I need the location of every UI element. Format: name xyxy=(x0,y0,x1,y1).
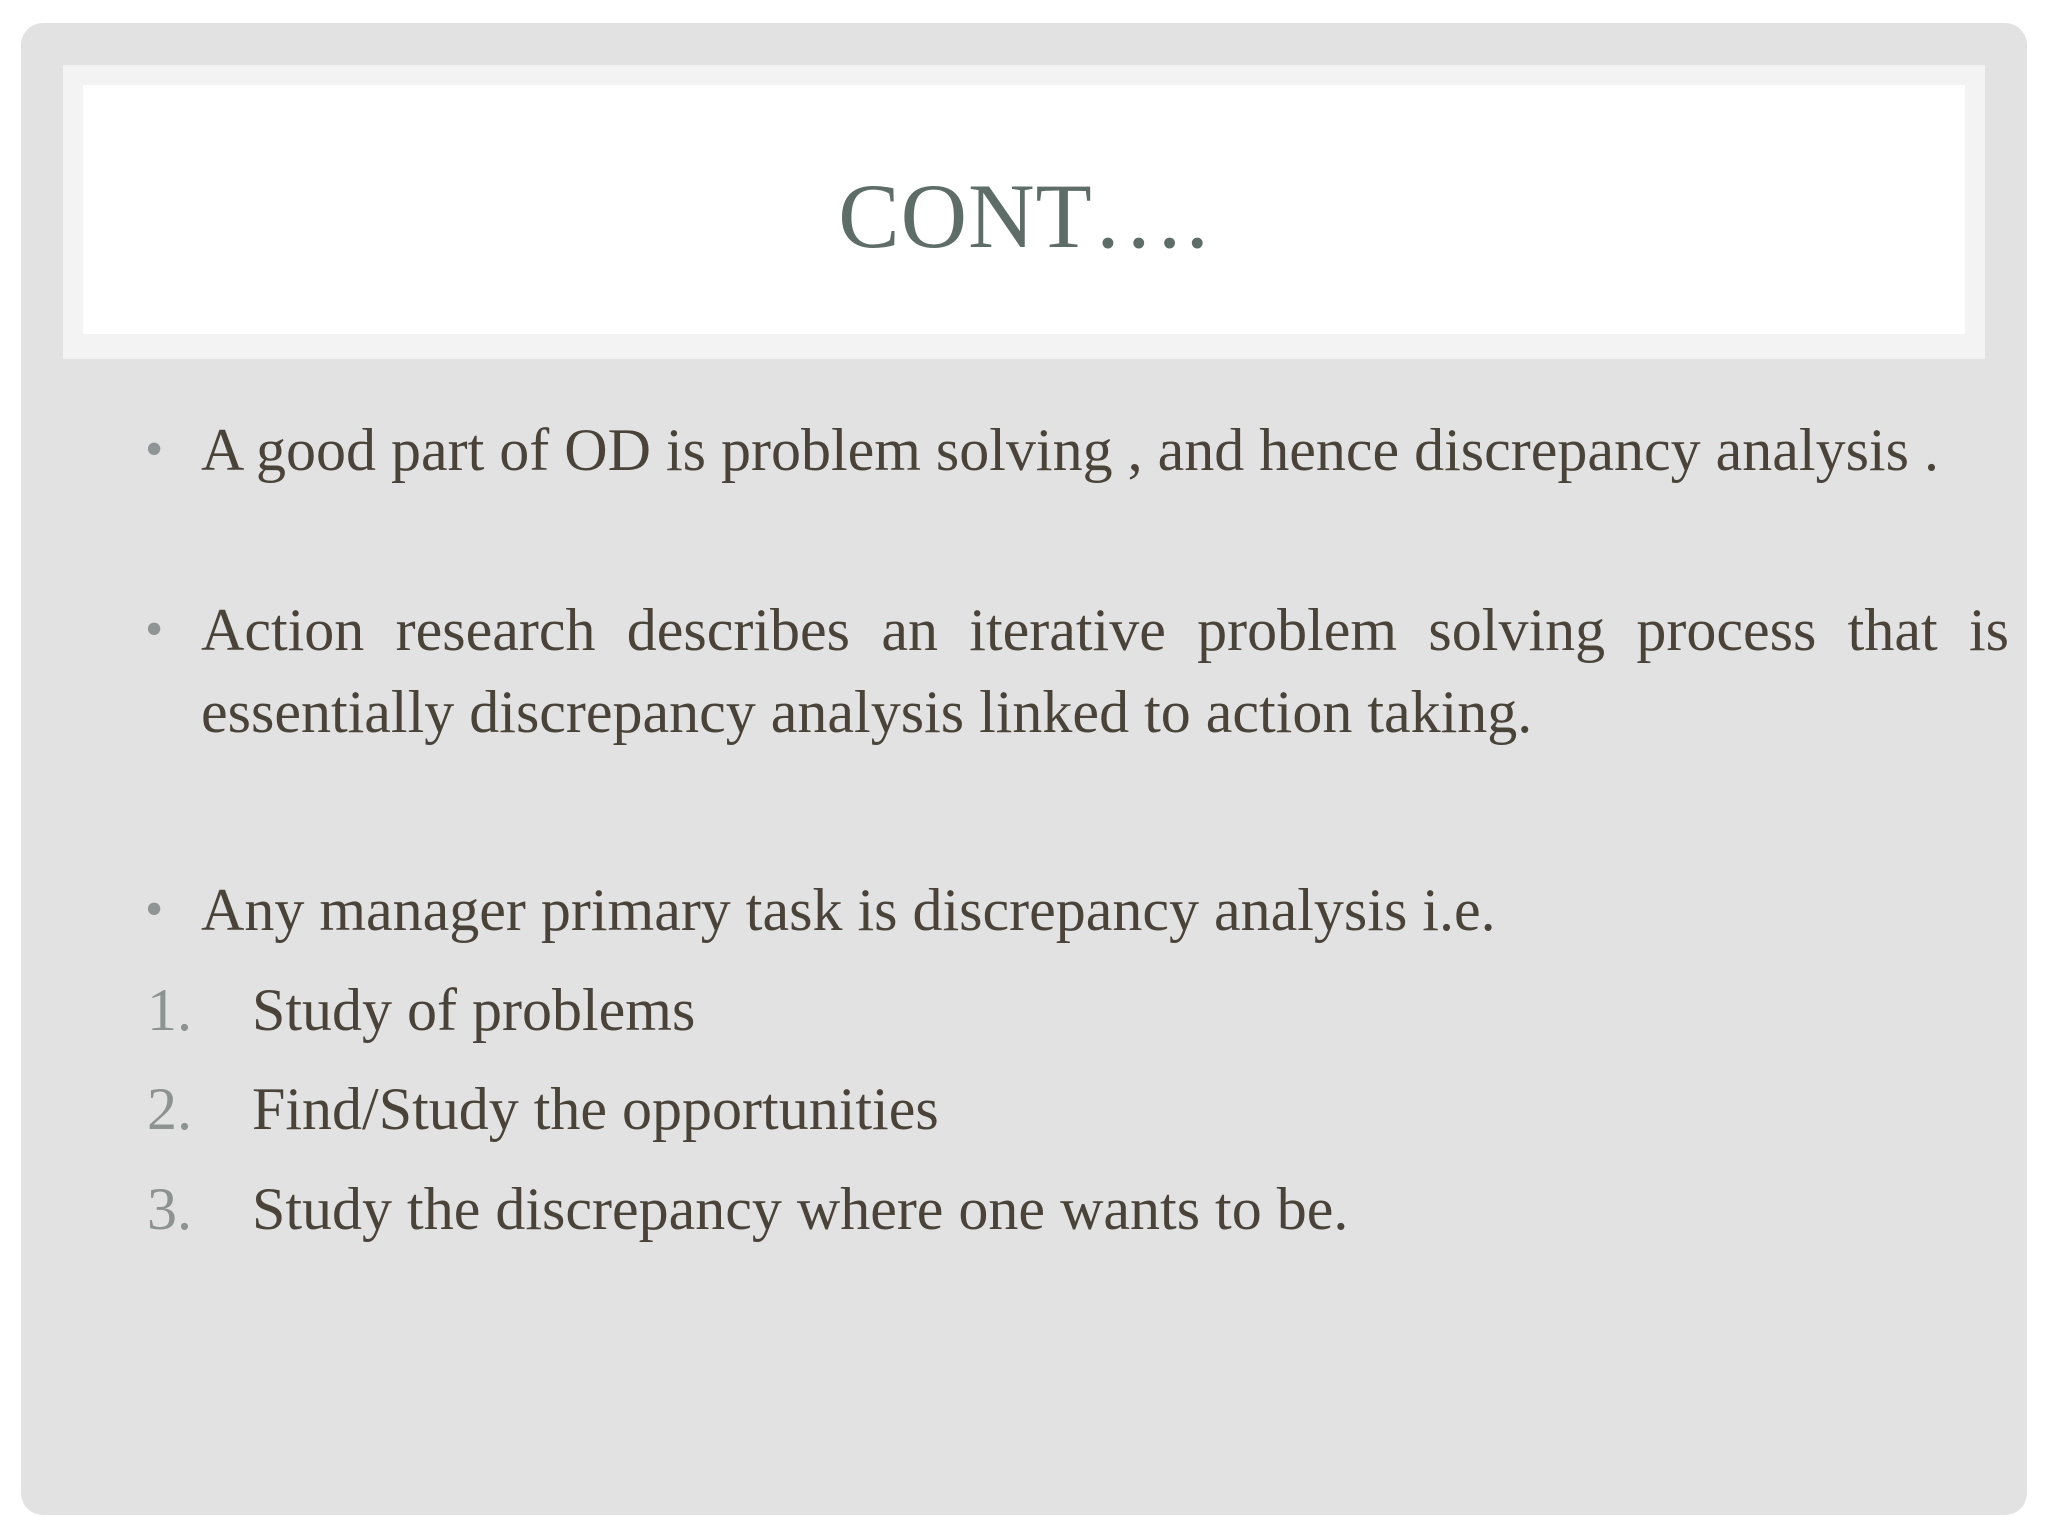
slide-title: CONT…. xyxy=(838,164,1210,267)
numbered-item-3: Study the discrepancy where one wants to be. xyxy=(252,1176,1349,1242)
bullet-dot-icon: • xyxy=(145,881,164,938)
numbered-item-1: Study of problems xyxy=(252,977,696,1043)
bullet-dot-icon: • xyxy=(145,421,164,478)
numbered-marker-2: 2. xyxy=(147,1076,192,1142)
slide-content xyxy=(21,23,2027,1515)
bullet-item-3: Any manager primary task is discrepancy analysis i.e. xyxy=(201,877,1496,943)
slide-frame xyxy=(21,23,2027,1515)
numbered-marker-1: 1. xyxy=(147,977,192,1043)
bullet-item-1: A good part of OD is problem solving , and hence discrepancy analysis . xyxy=(201,417,1939,483)
numbered-item-2: Find/Study the opportunities xyxy=(252,1076,939,1142)
bullet-dot-icon: • xyxy=(145,601,164,658)
bullet-item-2: Action research describes an iterative problem solving process that is essentially discrepancy analysis linked to action taking. xyxy=(201,597,2009,745)
numbered-marker-3: 3. xyxy=(147,1176,192,1242)
